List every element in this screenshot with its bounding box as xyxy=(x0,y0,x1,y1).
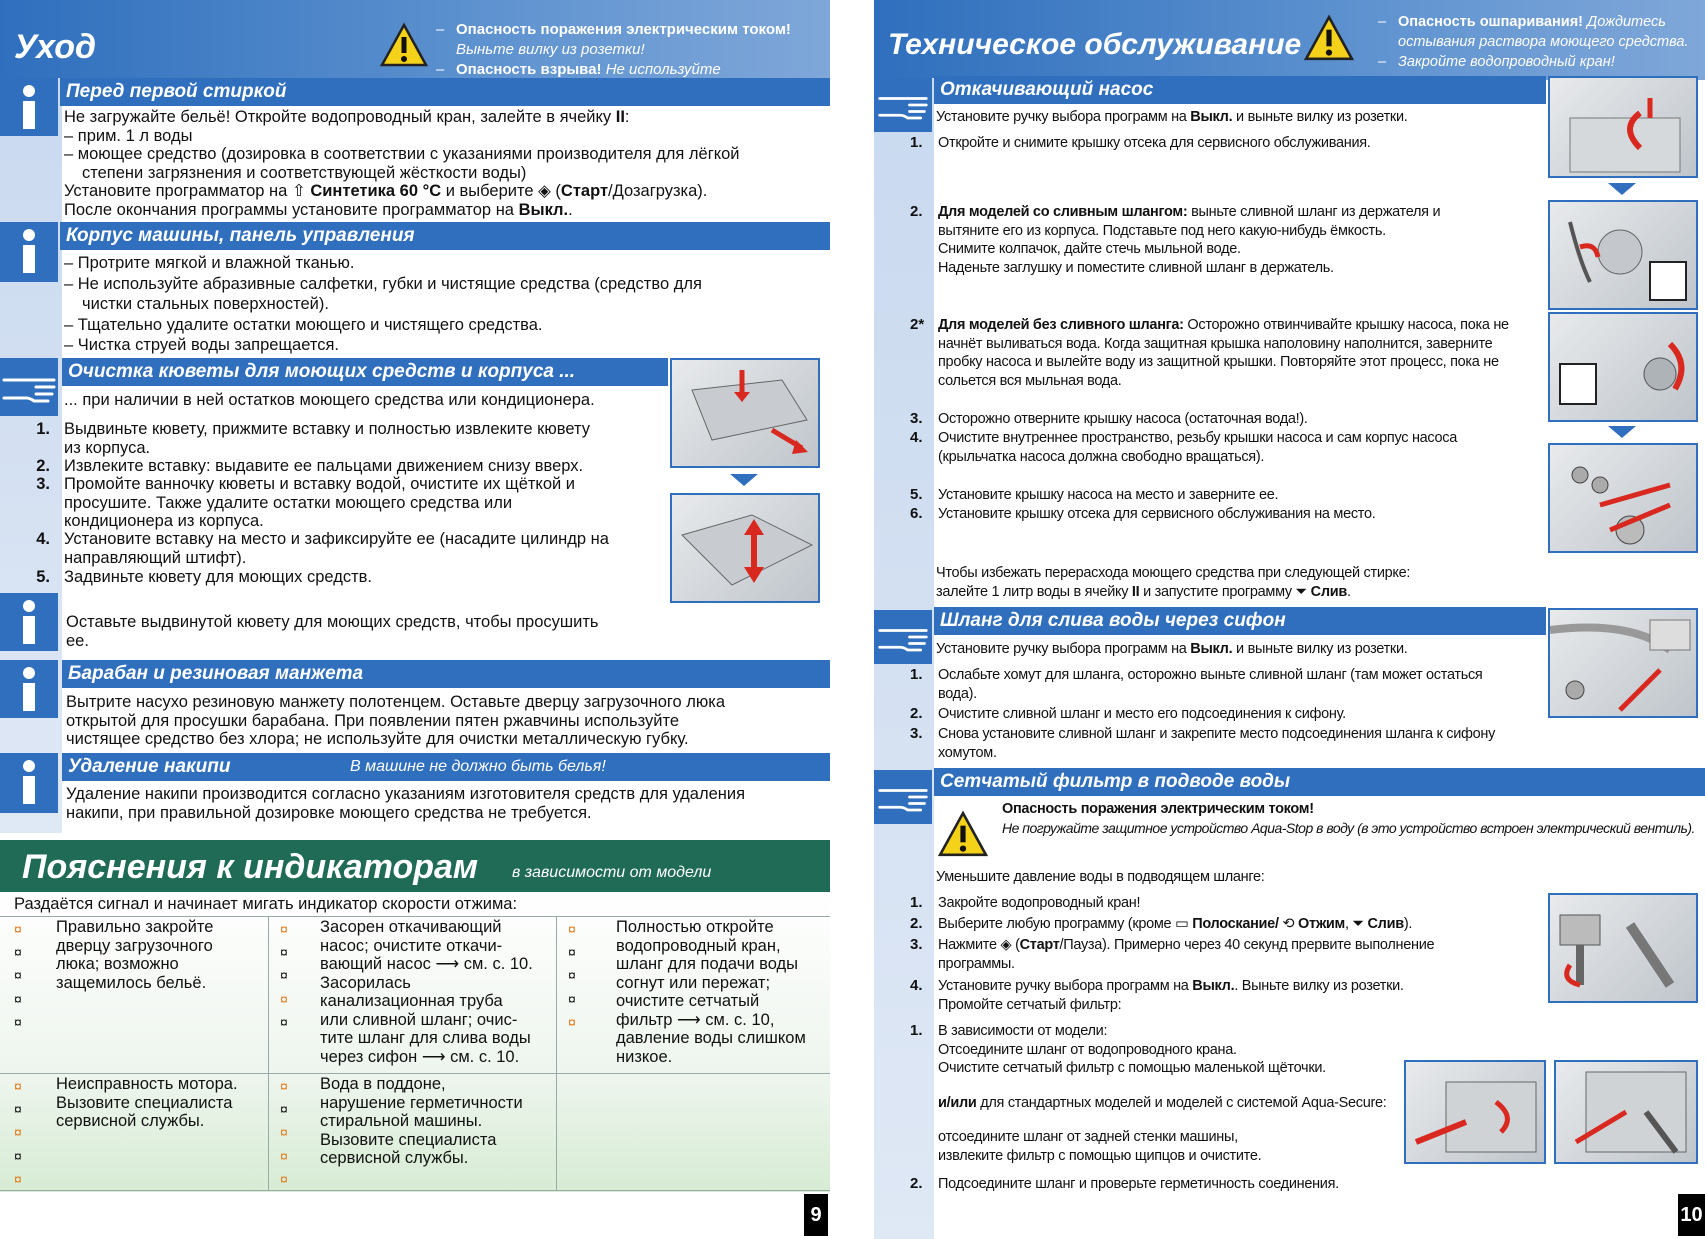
filter-tap-illustration xyxy=(1404,1060,1546,1164)
info-icon xyxy=(14,84,44,132)
step-number: 3. xyxy=(36,475,50,493)
drawer-step-2: Извлеките вставку: выдавите ее пальцами движением снизу вверх. xyxy=(64,457,584,475)
pump-clean-illustration xyxy=(1548,443,1698,553)
section-title-filter: Сетчатый фильтр в подводе воды xyxy=(934,768,1705,796)
drawer-step-1: Выдвиньте кювету, прижмите вставку и полностью извлеките кювету из корпуса. xyxy=(64,420,590,457)
warning-icon xyxy=(380,22,428,68)
filter-rinse-step-1: В зависимости от модели: Отсоедините шланг от водопроводного крана. Очистите сетчатый фильтр с помощью маленькой щёточки. и/или для стандартных моделей и моделей с системой Aqua-Secure: отсоедините шланг от задней стенки машины, извлеките фильтр с помощью щипцов и очистите. xyxy=(938,1023,1387,1164)
filter-warning: Опасность поражения электрическим током! Не погружайте защитное устройство Aqua-Stop в воду (в это устройство встроен электрический вентиль). xyxy=(1002,801,1695,836)
divider xyxy=(0,1190,830,1191)
hose-intro: Установите ручку выбора программ на Выкл. и выньте вилку из розетки. xyxy=(936,641,1408,657)
info-box xyxy=(0,78,58,136)
section-title-descale: Удаление накипи В машине не должно быть белья! xyxy=(62,753,830,781)
pump-intro: Установите ручку выбора программ на Выкл. и выньте вилку из розетки. xyxy=(936,109,1408,125)
pump-outro: Чтобы избежать перерасхода моющего средства при следующей стирке: залейте 1 литр воды в ячейку II и запустите программу ⏷ Слив. xyxy=(936,565,1411,600)
indicator-cell-2: Засорен откачивающий насос; очистите откачи- вающий насос ⟶ см. с. 10. Засорилась канализационная труба или сливной шланг; очис- тите шланг для слива воды через сифон ⟶ см. с. 10. xyxy=(320,918,533,1066)
step-number: 1. xyxy=(910,1022,923,1039)
pump-cap-illustration xyxy=(1548,312,1698,422)
divider xyxy=(0,916,830,917)
filter-step-3: Нажмите ◈ (Старт/Пауза). Примерно через 40 секунд прервите выполнение программы. xyxy=(938,937,1435,972)
indicator-cell-5: Вода в поддоне, нарушение герметичности стиральной машины. Вызовите специалиста сервисной службы. xyxy=(320,1075,523,1167)
step-number: 4. xyxy=(36,530,50,548)
filter-step-4: Установите ручку выбора программ на Выкл.. Выньте вилку из розетки. Промойте сетчатый фильтр: xyxy=(938,978,1404,1013)
hose-step-3: Снова установите сливной шланг и закрепите место подсоединения шланга к сифону хомутом. xyxy=(938,726,1496,761)
warnings: – Опасность поражения электрическим током! Выньте вилку из розетки! – Опасность взрыва! Не используйте xyxy=(436,21,791,78)
info-icon xyxy=(14,599,44,647)
step-number: 4. xyxy=(910,977,923,994)
drain-icon: ⏷ xyxy=(1352,916,1364,932)
pump-step-1: Откройте и снимите крышку отсека для сервисного обслуживания. xyxy=(938,135,1371,151)
section-title-body-panel: Корпус машины, панель управления xyxy=(60,222,830,250)
page-title: Уход xyxy=(14,28,97,66)
step-number: 3. xyxy=(910,410,923,427)
pump-cover-illustration xyxy=(1548,76,1698,178)
pump-step-2: Для моделей со сливным шлангом: выньте сливной шланг из держателя и вытяните его из корпуса. Подставьте под него какую-нибудь ёмкость. Снимите колпачок, дайте стечь мыльной воде. Наденьте заглушку и поместите сливной шланг в держатель. xyxy=(938,204,1441,276)
indicator-lights: ¤ ¤ ¤ ¤ ¤ xyxy=(280,921,288,1030)
indicators-header xyxy=(0,840,830,892)
indicators-intro: Раздаётся сигнал и начинает мигать индикатор скорости отжима: xyxy=(14,895,518,913)
spin-icon: ⟲ xyxy=(1282,916,1295,932)
pump-step-6: Установите крышку отсека для сервисного обслуживания на место. xyxy=(938,506,1376,522)
indicator-lights: ¤ ¤ ¤ ¤ ¤ xyxy=(14,921,22,1030)
down-arrow xyxy=(1608,183,1636,195)
section-title-hose: Шланг для слива воды через сифон xyxy=(934,607,1546,635)
pump-step-3: Осторожно отверните крышку насоса (остаточная вода!). xyxy=(938,411,1308,427)
descale-text: Удаление накипи производится согласно указаниям изготовителя средств для удаления накипи, при правильной дозировке моющего средства не требуется. xyxy=(66,785,746,822)
step-number: 2. xyxy=(910,203,923,220)
step-number: 2* xyxy=(910,316,925,333)
indicators-title: Пояснения к индикаторам xyxy=(22,848,479,886)
body-panel-text: – Протрите мягкой и влажной тканью. – Не используйте абразивные салфетки, губки и чистящие средства (средство для чистки стальных поверхностей). – Тщательно удалите остатки моющего и чистящего средства. – Чистка струей воды запрещается. xyxy=(64,254,702,354)
warning-icon xyxy=(1304,14,1354,62)
drawer-step-3: Промойте ванночку кюветы и вставку водой, очистите их щёткой и просушите. Также удалите остатки моющего средства или кондиционера из корпуса. xyxy=(64,475,576,530)
step-number: 1. xyxy=(910,666,923,683)
insert-illustration xyxy=(670,493,820,603)
step-number: 3. xyxy=(910,725,923,742)
filter-back-illustration xyxy=(1554,1060,1698,1164)
right-page xyxy=(874,0,1705,1239)
step-number: 2. xyxy=(910,915,923,932)
step-number: 1. xyxy=(36,420,50,438)
info-icon xyxy=(14,228,44,276)
step-number: 6. xyxy=(910,505,923,522)
step-number: 1. xyxy=(910,134,923,151)
section-title-pump: Откачивающий насос xyxy=(934,76,1546,104)
warnings: – Опасность ошпаривания! Дождитесь остывания раствора моющего средства. – Закройте водопроводный кран! xyxy=(1378,14,1689,70)
step-number: 5. xyxy=(36,568,50,586)
indicator-cell-1: Правильно закройте дверцу загрузочного люка; возможно защемилось бельё. xyxy=(56,918,214,992)
shade-strip xyxy=(0,78,62,833)
indicator-cell-4: Неисправность мотора. Вызовите специалиста сервисной службы. xyxy=(56,1075,238,1130)
drawer-step-4: Установите вставку на место и зафиксируйте ее (насадите цилиндр на направляющий штифт). xyxy=(64,530,609,567)
start-icon: ◈ xyxy=(538,182,551,200)
page-number: 9 xyxy=(804,1194,828,1236)
hand-box xyxy=(874,770,932,824)
hose-step-1: Ослабьте хомут для шланга, осторожно выньте сливной шланг (там может остаться вода). xyxy=(938,667,1483,702)
warning-icon xyxy=(938,810,988,858)
divider xyxy=(556,916,557,1190)
drawer-intro: ... при наличии в ней остатков моющего средства или кондиционера. xyxy=(64,391,595,409)
hand-icon xyxy=(874,78,932,132)
hand-box xyxy=(874,610,932,664)
down-arrow xyxy=(1608,426,1636,438)
tap-illustration xyxy=(1548,893,1698,1003)
indicator-lights: ¤ ¤ ¤ ¤ ¤ xyxy=(280,1078,288,1187)
info-box xyxy=(0,222,58,282)
step-number: 2. xyxy=(36,457,50,475)
indicator-lights: ¤ ¤ ¤ ¤ ¤ xyxy=(568,921,576,1030)
hand-box xyxy=(0,358,58,416)
section-title-drawer: Очистка кюветы для моющих средств и корпуса ... xyxy=(62,358,668,386)
drawer-step-5: Задвиньте кювету для моющих средств. xyxy=(64,568,373,586)
synthetic-icon: ⇧ xyxy=(291,182,306,200)
step-number: 2. xyxy=(910,1175,923,1192)
filter-intro: Уменьшите давление воды в подводящем шланге: xyxy=(936,869,1265,885)
step-number: 2. xyxy=(910,705,923,722)
page-number: 10 xyxy=(1678,1194,1705,1236)
indicator-cell-3: Полностью откройте водопроводный кран, шланг для подачи воды согнут или пережат; очистите сетчатый фильтр ⟶ см. с. 10, давление воды слишком низкое. xyxy=(616,918,806,1066)
first-wash-text: Не загружайте бельё! Откройте водопроводный кран, залейте в ячейку II: – прим. 1 л воды – моющее средство (дозировка в соответствии с указаниями производителя для лёгкой степени загрязнения и соответствующей жёсткости воды) Установите программатор на ⇧ Синтетика 60 °C и выберите ◈ (Старт/Дозагрузка). После окончания программы установите программатор на Выкл.. xyxy=(64,108,740,219)
drawer-tip: Оставьте выдвинутой кювету для моющих средств, чтобы просушить ее. xyxy=(66,613,599,650)
hand-box xyxy=(874,78,932,132)
drain-icon: ⏷ xyxy=(1295,583,1307,600)
info-box xyxy=(0,660,58,718)
drain-hose-illustration xyxy=(1548,200,1698,310)
down-arrow xyxy=(730,474,758,486)
drum-text: Вытрите насухо резиновую манжету полотенцем. Оставьте дверцу загрузочного люка открытой для просушки барабана. При появлении пятен ржавчины используйте чистящее средство без хлора; не используйте для очистки металлическую губку. xyxy=(66,693,726,748)
hose-step-2: Очистите сливной шланг и место его подсоединения к сифону. xyxy=(938,706,1346,722)
page-title: Техническое обслуживание xyxy=(888,28,1302,61)
step-number: 4. xyxy=(910,429,923,446)
divider xyxy=(0,1073,830,1074)
left-page xyxy=(0,0,830,1239)
step-number: 3. xyxy=(910,936,923,953)
divider xyxy=(268,916,269,1190)
section-title-first-wash: Перед первой стиркой xyxy=(60,78,830,106)
rinse-icon: ▭ xyxy=(1175,916,1189,932)
info-box xyxy=(0,593,58,651)
step-number: 5. xyxy=(910,486,923,503)
pump-step-4: Очистите внутреннее пространство, резьбу крышки насоса и сам корпус насоса (крыльчатка насоса должна свободно вращаться). xyxy=(938,430,1458,465)
filter-rinse-step-2: Подсоедините шланг и проверьте герметичность соединения. xyxy=(938,1176,1339,1192)
siphon-illustration xyxy=(1548,608,1698,718)
filter-step-2: Выберите любую программу (кроме ▭ Полоскание/ ⟲ Отжим, ⏷ Слив). xyxy=(938,916,1413,932)
filter-step-1: Закройте водопроводный кран! xyxy=(938,895,1141,911)
pump-step-5: Установите крышку насоса на место и заверните ее. xyxy=(938,487,1279,503)
info-icon xyxy=(14,759,44,807)
start-icon: ◈ xyxy=(1000,937,1012,953)
hand-icon xyxy=(874,610,932,664)
hand-icon xyxy=(874,770,932,824)
info-box xyxy=(0,753,58,813)
section-title-drum: Барабан и резиновая манжета xyxy=(62,660,830,688)
indicator-lights: ¤ ¤ ¤ ¤ ¤ xyxy=(14,1078,22,1187)
drawer-illustration xyxy=(670,358,820,468)
pump-step-2-alt: Для моделей без сливного шланга: Осторожно отвинчивайте крышку насоса, пока не начнёт выливаться вода. Когда защитная крышка наполовину наполнится, заверните пробку насоса и вылейте воду из защитной крышки. Повторяйте этот процесс, пока не сольется вся мыльная вода. xyxy=(938,317,1509,389)
hand-icon xyxy=(0,358,58,416)
info-icon xyxy=(14,666,44,714)
indicators-subtitle: в зависимости от модели xyxy=(512,864,712,881)
step-number: 1. xyxy=(910,894,923,911)
